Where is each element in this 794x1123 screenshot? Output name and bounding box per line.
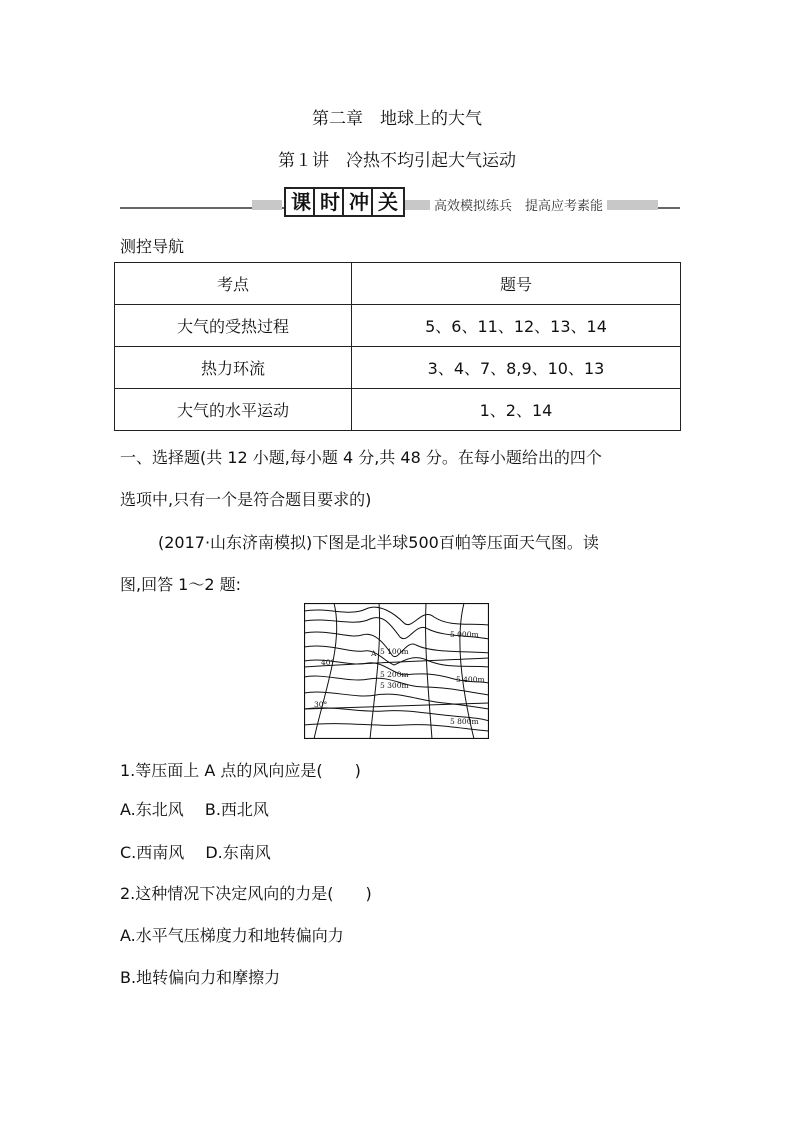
section-intro-line: 一、选择题(共 12 小题,每小题 4 分,共 48 分。在每小题给出的四个 — [120, 448, 602, 467]
question-2-stem: 2.这种情况下决定风向的力是( ) — [120, 884, 372, 903]
banner-gray-left — [252, 200, 282, 210]
question-1-stem: 1.等压面上 A 点的风向应是( ) — [120, 761, 361, 780]
banner-char: 课 — [284, 187, 318, 217]
question-2-option-b: B.地转偏向力和摩擦力 — [120, 968, 281, 987]
table-cell-numbers: 3、4、7、8,9、10、13 — [352, 347, 681, 389]
table-cell-topic: 热力环流 — [115, 347, 352, 389]
table-row — [115, 389, 681, 431]
point-a-label: A — [371, 649, 377, 658]
banner-char: 关 — [371, 187, 405, 217]
banner-subtitle: 高效模拟练兵 提高应考素能 — [430, 195, 607, 214]
column-header: 题号 — [352, 263, 681, 305]
isobaric-weather-map — [304, 603, 489, 739]
context-line: (2017·山东济南模拟)下图是北半球500百帕等压面天气图。读 — [158, 533, 599, 552]
lesson-title: 第１讲 冷热不均引起大气运动 — [278, 151, 516, 171]
contour-label: 5 100m — [380, 647, 409, 656]
question-2-option-a: A.水平气压梯度力和地转偏向力 — [120, 926, 344, 945]
table-cell-topic: 大气的受热过程 — [115, 305, 352, 347]
contour-label: 5 000m — [450, 630, 479, 639]
chapter-title: 第二章 地球上的大气 — [312, 109, 482, 129]
question-1-options: A.东北风 B.西北风 — [120, 800, 269, 819]
banner-char: 冲 — [342, 187, 376, 217]
contour-label: 5 300m — [380, 681, 409, 690]
section-intro-line: 选项中,只有一个是符合题目要求的) — [120, 490, 372, 509]
table-row — [115, 305, 681, 347]
contour-label: 5 400m — [456, 675, 485, 684]
table-cell-numbers: 5、6、11、12、13、14 — [352, 305, 681, 347]
contour-label: 5 800m — [450, 717, 479, 726]
latitude-label: 40° — [321, 658, 335, 667]
latitude-label: 30° — [314, 700, 328, 709]
question-1-options: C.西南风 D.东南风 — [120, 843, 271, 862]
context-line: 图,回答 1～2 题: — [120, 575, 242, 594]
table-row — [115, 347, 681, 389]
nav-table — [114, 262, 681, 431]
nav-heading: 测控导航 — [120, 237, 185, 256]
table-header-row — [115, 263, 681, 305]
banner-char: 时 — [313, 187, 347, 217]
contour-label: 5 200m — [380, 670, 409, 679]
table-cell-topic: 大气的水平运动 — [115, 389, 352, 431]
column-header: 考点 — [115, 263, 352, 305]
table-cell-numbers: 1、2、14 — [352, 389, 681, 431]
